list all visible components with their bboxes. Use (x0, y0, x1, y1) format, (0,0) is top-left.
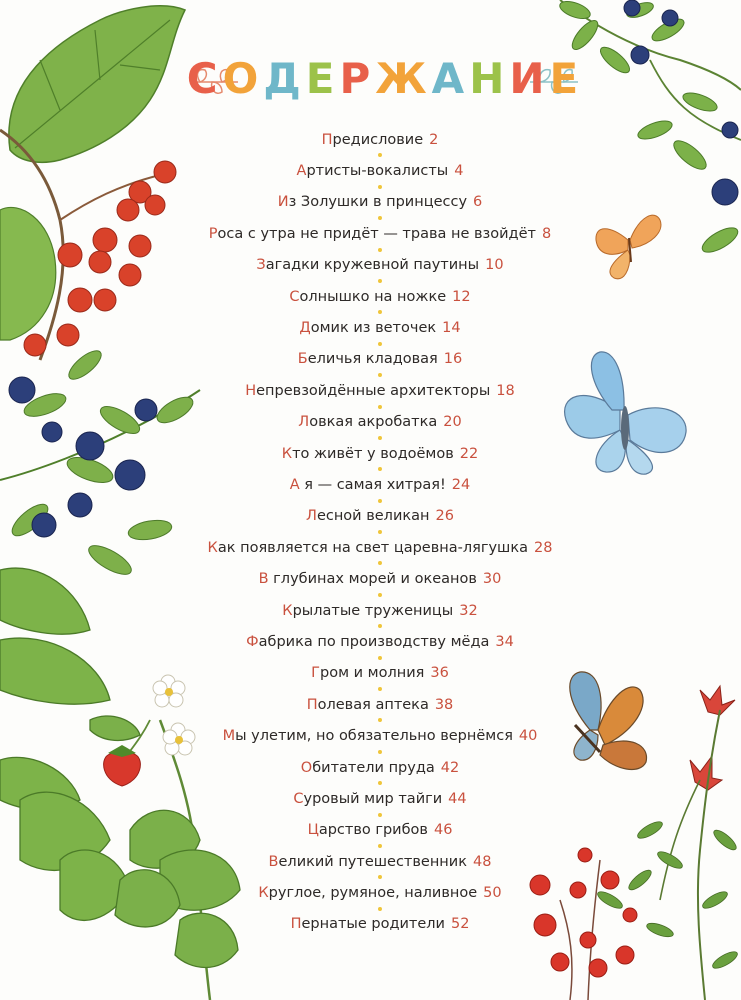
toc-entry-title: Кто живёт у водоёмов (281, 445, 454, 462)
toc-entry[interactable] (150, 909, 610, 940)
toc-page-number: 46 (433, 822, 453, 839)
toc-entry[interactable] (150, 250, 610, 281)
toc-page-number: 26 (435, 508, 454, 525)
title-letter: С (186, 53, 223, 103)
toc-page-number: 48 (472, 853, 492, 870)
title-letter: Е (305, 53, 340, 103)
title-letter: А (431, 53, 470, 103)
toc-page-number: 2 (429, 131, 439, 148)
toc-entry[interactable] (150, 720, 610, 751)
toc-entry-title: Загадки кружевной паутины (256, 257, 480, 274)
toc-page-number: 42 (440, 759, 460, 776)
page-title (187, 54, 583, 103)
toc-entry-title: Солнышко на ножке (289, 288, 447, 305)
toc-page-number: 20 (443, 414, 462, 431)
toc-entry[interactable] (150, 815, 610, 846)
title-letter: Д (263, 53, 306, 103)
strawberry-illustration (104, 745, 141, 786)
toc-page-number: 32 (459, 602, 478, 619)
toc-entry[interactable] (150, 155, 610, 186)
toc-page-number: 28 (533, 539, 553, 556)
toc-entry-title: Царство грибов (307, 822, 428, 839)
toc-entry-title: Роса с утра не придёт — трава не взойдёт (208, 225, 536, 242)
toc-entry-title: Лесной великан (306, 508, 430, 525)
title-letter: О (222, 53, 264, 103)
toc-entry[interactable] (150, 626, 610, 657)
toc-page-number: 16 (443, 351, 463, 368)
toc-entry-title: Предисловие (321, 131, 424, 148)
toc-page-number: 52 (450, 916, 470, 933)
toc-page-number: 18 (496, 382, 515, 399)
toc-entry-title: Как появляется на свет царевна-лягушка (207, 539, 528, 556)
toc-page-number: 30 (482, 571, 502, 588)
toc-entry-title: Фабрика по производству мёда (246, 633, 490, 650)
toc-entry-title: Обитатели пруда (300, 759, 435, 776)
toc-entry[interactable] (150, 187, 610, 218)
toc-page-number: 36 (430, 665, 449, 682)
toc-entry[interactable] (150, 375, 610, 406)
toc-entry[interactable] (150, 218, 610, 249)
toc-page-number: 22 (459, 445, 479, 462)
title-container (186, 50, 584, 106)
toc-entry-title: Непревзойдённые архитекторы (245, 382, 491, 399)
toc-page-number: 44 (448, 790, 467, 807)
toc-page-number: 10 (485, 257, 504, 274)
toc-entry[interactable] (150, 438, 610, 469)
toc-page-number: 8 (541, 225, 552, 242)
toc-entry[interactable] (150, 877, 610, 908)
title-letter: Н (469, 53, 510, 103)
toc-page-number: 24 (451, 476, 471, 493)
toc-entry-title: Из Золушки в принцессу (277, 194, 468, 211)
toc-page-number: 40 (518, 728, 538, 745)
toc-entry-title: А я — самая хитрая! (289, 476, 446, 493)
red-flowers-illustration (690, 686, 735, 790)
toc-page-number: 6 (473, 194, 483, 211)
toc-entry[interactable] (150, 532, 610, 563)
table-of-contents (150, 124, 610, 940)
toc-entry[interactable] (150, 501, 610, 532)
toc-entry[interactable] (150, 563, 610, 594)
toc-entry[interactable] (150, 689, 610, 720)
toc-page-number: 34 (495, 633, 514, 650)
toc-entry-title: Гром и молния (311, 665, 425, 682)
toc-entry-title: Великий путешественник (268, 853, 467, 870)
toc-entry-title: Круглое, румяное, наливное (258, 885, 478, 902)
toc-entry-title: Артисты-вокалисты (296, 163, 449, 180)
toc-page-number: 38 (434, 696, 454, 713)
toc-entry-title: В глубинах морей и океанов (258, 571, 477, 588)
toc-entry-title: Пернатые родители (290, 916, 445, 933)
toc-entry-title: Ловкая акробатка (298, 414, 438, 431)
blueberries-top-right-illustration (624, 0, 738, 205)
toc-entry-title: Домик из веточек (299, 320, 437, 337)
toc-page-number: 50 (483, 885, 502, 902)
toc-entry[interactable] (150, 595, 610, 626)
toc-entry-title: Беличья кладовая (297, 351, 438, 368)
toc-page-number: 4 (454, 163, 464, 180)
toc-entry-title: Суровый мир тайги (293, 790, 443, 807)
title-letter: Ж (375, 53, 432, 103)
toc-entry[interactable] (150, 124, 610, 155)
toc-entry-title: Крылатые труженицы (282, 602, 454, 619)
toc-entry[interactable] (150, 846, 610, 877)
toc-entry[interactable] (150, 312, 610, 343)
toc-entry-title: Мы улетим, но обязательно вернёмся (222, 728, 513, 745)
toc-entry[interactable] (150, 752, 610, 783)
title-letter: Е (549, 53, 584, 103)
toc-page-number: 14 (442, 320, 461, 337)
toc-entry[interactable] (150, 344, 610, 375)
title-letter: И (509, 53, 550, 103)
toc-entry[interactable] (150, 469, 610, 500)
toc-entry[interactable] (150, 281, 610, 312)
toc-entry[interactable] (150, 783, 610, 814)
toc-page-number: 12 (452, 288, 471, 305)
title-letter: Р (339, 53, 376, 103)
toc-entry[interactable] (150, 658, 610, 689)
toc-entry-title: Полевая аптека (306, 696, 429, 713)
toc-entry[interactable] (150, 407, 610, 438)
